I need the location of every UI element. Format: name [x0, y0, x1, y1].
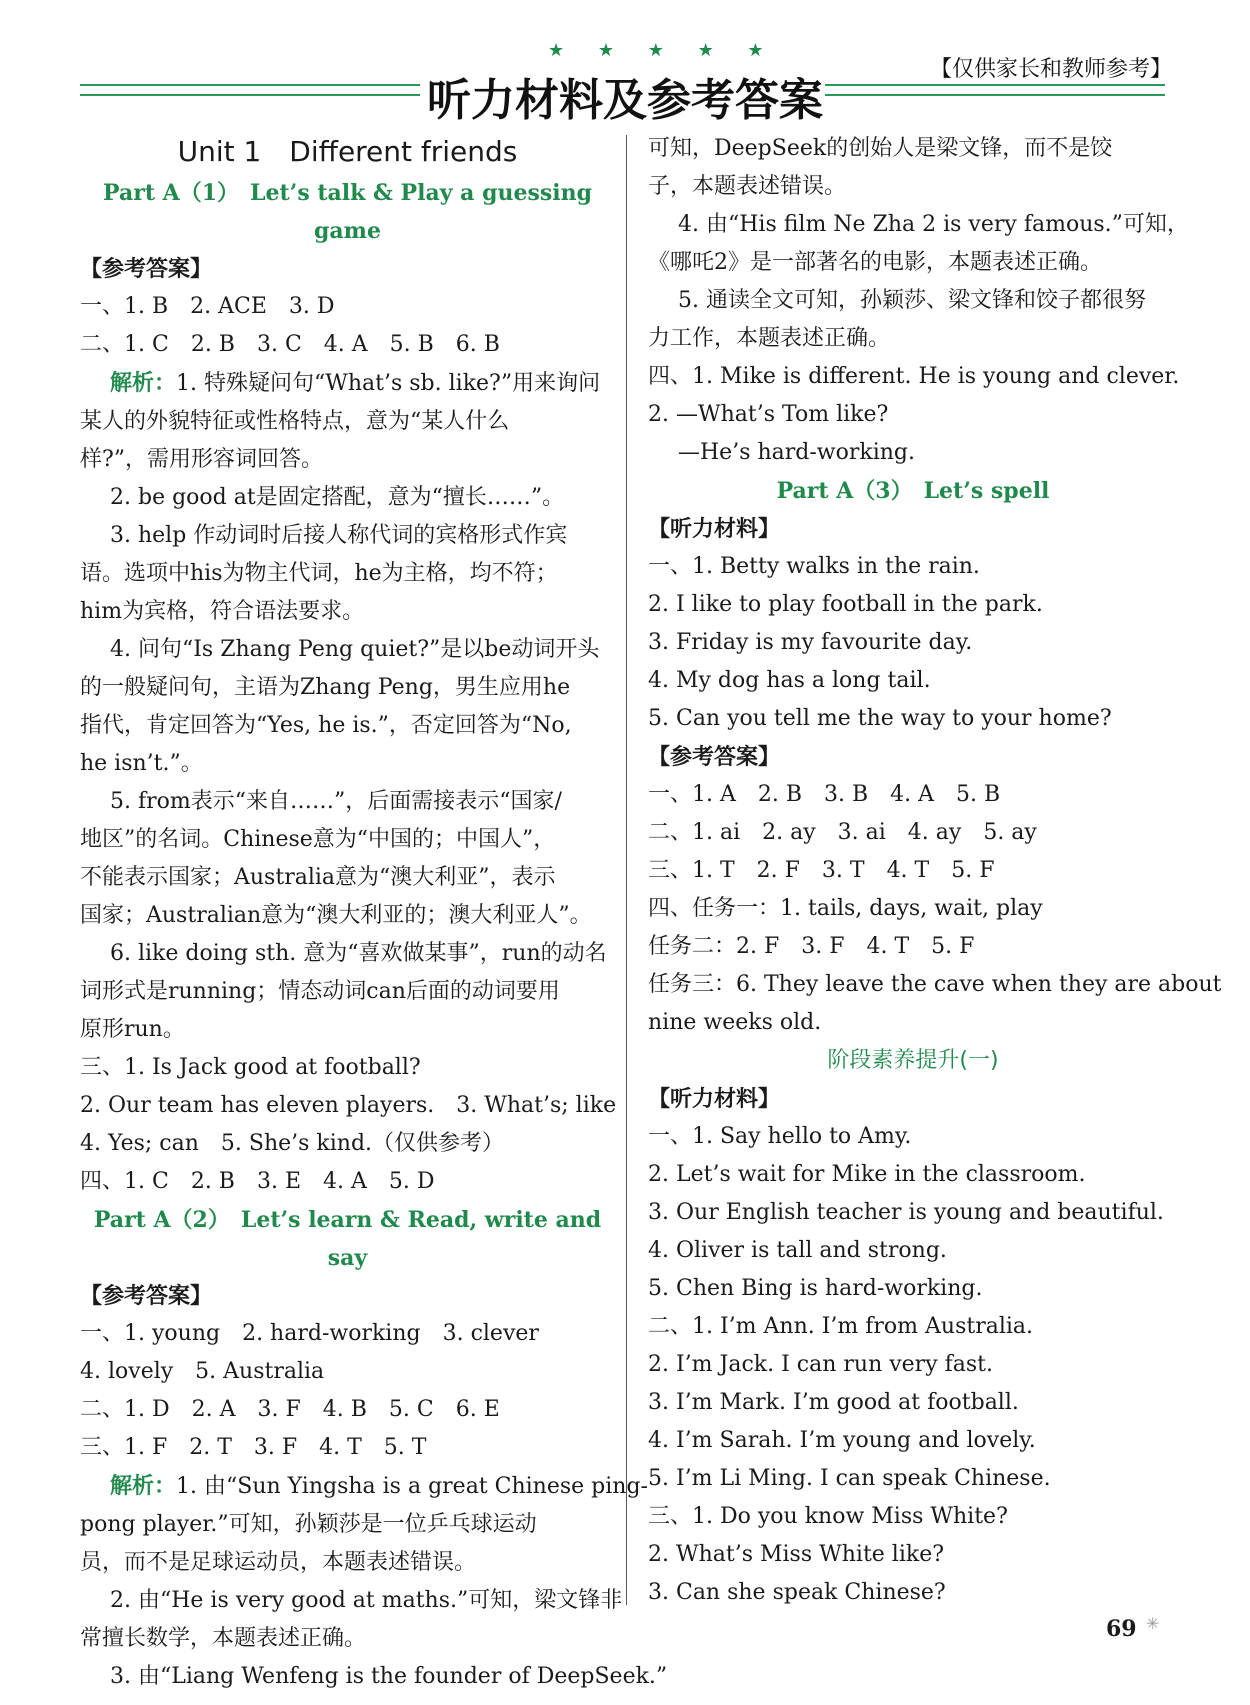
- text-line: 2. Our team has eleven players. 3. What’s; like: [80, 1093, 617, 1118]
- text-line: he isn’t.”。: [80, 751, 203, 776]
- answer-tag: 【参考答案】: [648, 744, 781, 770]
- text-line: him为宾格，符合语法要求。: [80, 599, 365, 624]
- text-line: 6. like doing sth. 意为“喜欢做某事”，run的动名: [110, 941, 607, 966]
- text-line: nine weeks old.: [648, 1010, 822, 1035]
- text-line: 不能表示国家；Australia意为“澳大利亚”，表示: [80, 865, 556, 890]
- text-line: 3. help 作动词时后接人称代词的宾格形式作宾: [110, 523, 568, 548]
- answer-tag: 【参考答案】: [80, 256, 213, 282]
- text-line: 2. What’s Miss White like?: [648, 1542, 945, 1567]
- text-line: 二、1. D 2. A 3. F 4. B 5. C 6. E: [80, 1397, 500, 1422]
- text-line: 可知，DeepSeek的创始人是梁文锋，而不是饺: [648, 136, 1113, 161]
- text-line: 二、1. C 2. B 3. C 4. A 5. B 6. B: [80, 332, 500, 357]
- listening-tag: 【听力材料】: [648, 516, 781, 542]
- section-heading: 阶段素养提升(一): [827, 1048, 999, 1073]
- text-line: 一、1. B 2. ACE 3. D: [80, 294, 335, 319]
- text-line: 4. I’m Sarah. I’m young and lovely.: [648, 1428, 1036, 1453]
- listening-tag: 【听力材料】: [648, 1086, 781, 1112]
- text-line: 2. —What’s Tom like?: [648, 402, 889, 427]
- answer-tag: 【参考答案】: [80, 1283, 213, 1309]
- left-column: [80, 130, 668, 1696]
- text-line: 3. Friday is my favourite day.: [648, 630, 973, 655]
- text-line: 国家；Australian意为“澳大利亚的；澳大利亚人”。: [80, 903, 592, 928]
- text-line: 四、1. C 2. B 3. E 4. A 5. D: [80, 1169, 435, 1194]
- text-line: 2. I’m Jack. I can run very fast.: [648, 1352, 993, 1377]
- text-span: 1. 由“Sun Yingsha is a great Chinese ping-: [176, 1474, 648, 1499]
- page-title: 听力材料及参考答案: [427, 75, 823, 126]
- section-heading: Part A（2） Let’s learn & Read, write and say: [93, 1207, 602, 1271]
- text-line: 某人的外貌特征或性格特点，意为“某人什么: [80, 409, 510, 434]
- text-line: 3. Our English teacher is young and beautiful.: [648, 1200, 1164, 1225]
- text-line: 4. My dog has a long tail.: [648, 668, 931, 693]
- text-line: 词形式是running；情态动词can后面的动词要用: [80, 979, 560, 1004]
- text-line: [80, 364, 615, 403]
- analysis-label: 解析：: [110, 1473, 177, 1499]
- text-line: 员，而不是足球运动员，本题表述错误。: [80, 1550, 477, 1575]
- text-line: 一、1. Betty walks in the rain.: [648, 554, 980, 579]
- header-rule-right: [825, 84, 1165, 96]
- text-line: 4. Yes; can 5. She’s kind.（仅供参考）: [80, 1131, 505, 1156]
- text-line: 4. 由“His film Ne Zha 2 is very famous.”可知，: [678, 212, 1189, 237]
- unit-title: Unit 1 Different friends: [177, 135, 518, 168]
- text-line: 子，本题表述错误。: [648, 174, 847, 199]
- text-span: 1. 特殊疑问句“What’s sb. like?”用来询问: [176, 371, 601, 396]
- text-line: —He’s hard-working.: [678, 440, 916, 465]
- section-heading: Part A（1） Let’s talk & Play a guessing game: [103, 180, 592, 244]
- text-line: 《哪吒2》是一部著名的电影，本题表述正确。: [648, 250, 1102, 275]
- text-line: 常擅长数学，本题表述正确。: [80, 1626, 367, 1651]
- text-line: 力工作，本题表述正确。: [648, 326, 891, 351]
- text-line: 四、1. Mike is different. He is young and clever.: [648, 364, 1180, 389]
- text-line: 3. Can she speak Chinese?: [648, 1580, 946, 1605]
- text-line: 5. from表示“来自……”，后面需接表示“国家/: [110, 789, 562, 814]
- text-line: 三、1. T 2. F 3. T 4. T 5. F: [648, 858, 995, 883]
- text-line: 2. be good at是固定搭配，意为“擅长……”。: [110, 485, 565, 510]
- text-line: 语。选项中his为物主代词，he为主格，均不符；: [80, 561, 558, 586]
- text-line: 二、1. ai 2. ay 3. ai 4. ay 5. ay: [648, 820, 1037, 845]
- text-line: [80, 1467, 648, 1506]
- star-icon: ✳: [1146, 1614, 1160, 1633]
- text-line: 任务三：6. They leave the cave when they are about: [648, 972, 1222, 997]
- text-line: 原形run。: [80, 1017, 185, 1042]
- text-line: 3. 由“Liang Wenfeng is the founder of DeepSeek.”: [110, 1664, 668, 1689]
- page-header: [0, 0, 1250, 130]
- text-line: 任务二：2. F 3. F 4. T 5. F: [648, 934, 975, 959]
- text-line: 2. I like to play football in the park.: [648, 592, 1043, 617]
- right-column: [648, 130, 1222, 1612]
- text-line: pong player.”可知，孙颖莎是一位乒乓球运动: [80, 1512, 537, 1537]
- text-line: 5. 通读全文可知，孙颖莎、梁文锋和饺子都很努: [678, 288, 1146, 313]
- page-number: 69: [1106, 1616, 1137, 1642]
- text-line: 指代，肯定回答为“Yes, he is.”，否定回答为“No,: [80, 713, 572, 738]
- text-line: 一、1. A 2. B 3. B 4. A 5. B: [648, 782, 1001, 807]
- text-line: 四、任务一：1. tails, days, wait, play: [648, 896, 1043, 921]
- text-line: 三、1. F 2. T 3. F 4. T 5. T: [80, 1435, 427, 1460]
- text-line: 三、1. Do you know Miss White?: [648, 1504, 1008, 1529]
- text-line: 5. Can you tell me the way to your home?: [648, 706, 1112, 731]
- column-divider: [626, 135, 627, 1605]
- text-line: 2. Let’s wait for Mike in the classroom.: [648, 1162, 1086, 1187]
- analysis-label: 解析：: [110, 370, 177, 396]
- text-line: 的一般疑问句，主语为Zhang Peng，男生应用he: [80, 675, 571, 700]
- text-line: 4. lovely 5. Australia: [80, 1359, 325, 1384]
- text-line: 地区”的名词。Chinese意为“中国的；中国人”，: [80, 827, 556, 852]
- text-line: 5. Chen Bing is hard-working.: [648, 1276, 983, 1301]
- text-line: 一、1. Say hello to Amy.: [648, 1124, 912, 1149]
- text-line: 三、1. Is Jack good at football?: [80, 1055, 421, 1080]
- text-line: 二、1. I’m Ann. I’m from Australia.: [648, 1314, 1034, 1339]
- header-stars: ★ ★ ★ ★ ★: [548, 40, 778, 61]
- text-line: 一、1. young 2. hard-working 3. clever: [80, 1321, 539, 1346]
- text-line: 4. 问句“Is Zhang Peng quiet?”是以be动词开头: [110, 637, 600, 662]
- text-line: 2. 由“He is very good at maths.”可知，梁文锋非: [110, 1588, 623, 1613]
- text-line: 3. I’m Mark. I’m good at football.: [648, 1390, 1019, 1415]
- section-heading: Part A（3） Let’s spell: [776, 478, 1050, 504]
- text-line: 4. Oliver is tall and strong.: [648, 1238, 947, 1263]
- header-note: 【仅供家长和教师参考】: [930, 57, 1173, 82]
- text-line: 5. I’m Li Ming. I can speak Chinese.: [648, 1466, 1051, 1491]
- text-line: 样?”，需用形容词回答。: [80, 447, 324, 472]
